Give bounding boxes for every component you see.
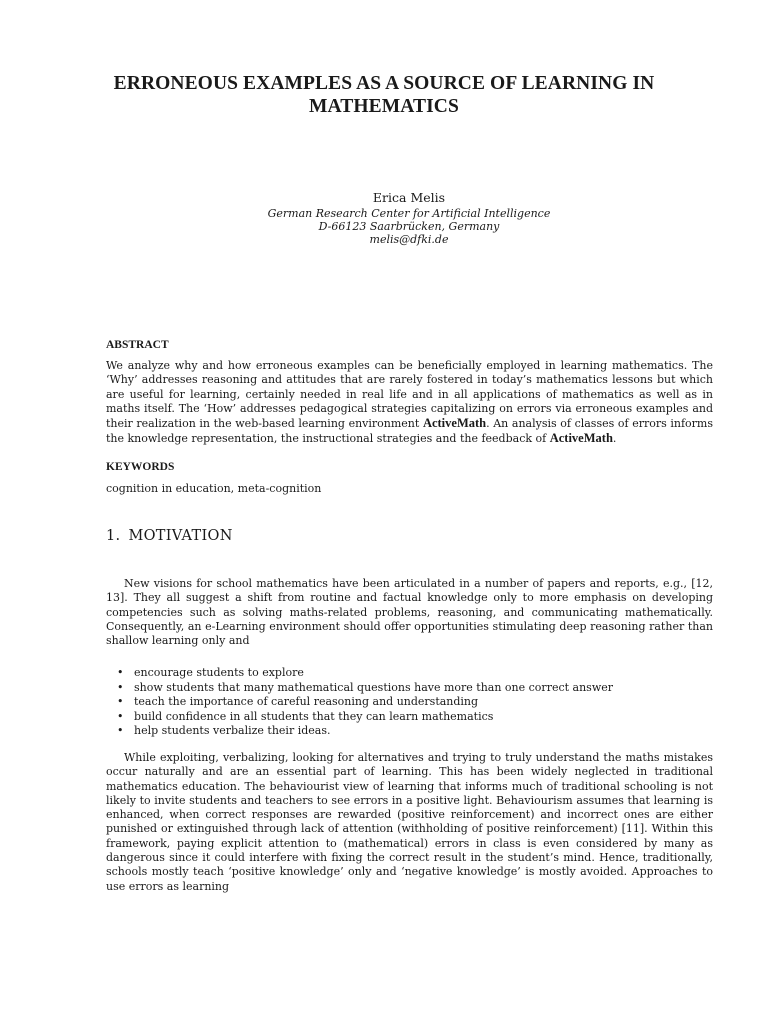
list-item: • build confidence in all students that they can learn mathematics: [117, 709, 494, 723]
author-email: melis@dfki.de: [369, 233, 449, 246]
author-affiliation: German Research Center for Artificial Intelligence: [267, 207, 551, 220]
abstract-text: [106, 359, 713, 447]
abstract-text-part-1: We analyze why and how erroneous examples can be beneficially employed in learning mathematics. The ‘Why’ addresses reasoning and attitudes that are rarely fostered in today’s mathematics lessons but which are useful for learning, certainly needed in real life and in all applications of mathematics as well as in maths itself. The ‘How’ addresses pedagogical strategies capitalizing on errors via erroneous examples and their realization in the web-based learning environment: [106, 359, 713, 431]
motivation-paragraph-1: New visions for school mathematics have been articulated in a number of papers and reports, e.g., [12, 13]. They all suggest a shift from routine and factual knowledge only to more emphasis on developing competencies such as solving maths-related problems, reasoning, and communicating mathematically. Consequently, an e-Learning environment should offer opportunities stimulating deep reasoning rather than shallow learning only and: [106, 577, 713, 648]
bullet-icon: •: [117, 695, 124, 709]
abstract-label: ABSTRACT: [106, 339, 169, 351]
keywords-label: KEYWORDS: [106, 461, 175, 473]
list-item: • show students that many mathematical questions have more than one correct answer: [117, 680, 614, 694]
author-block: [0, 190, 768, 246]
bullet-icon: •: [117, 724, 124, 738]
bullet-icon: •: [117, 680, 124, 694]
bullet-icon: •: [117, 709, 124, 723]
section-number: 1.: [106, 528, 121, 544]
bullet-icon: •: [117, 666, 124, 679]
activemath-name: ActiveMath: [422, 416, 487, 431]
author-name: Erica Melis: [372, 190, 446, 205]
list-item: • help students verbalize their ideas.: [117, 724, 331, 738]
keywords-text: cognition in education, meta-cognition: [106, 482, 322, 495]
paper-title: ERRONEOUS EXAMPLES AS A SOURCE OF LEARNING IN MATHEMATICS: [113, 73, 655, 117]
goals-list: [117, 666, 613, 739]
author-address: D-66123 Saarbrücken, Germany: [318, 220, 500, 233]
section-heading: [106, 527, 233, 545]
list-item: • encourage students to explore: [117, 666, 304, 679]
abstract-text-part-3: .: [612, 432, 617, 446]
activemath-name: ActiveMath: [549, 431, 613, 446]
section-title: MOTIVATION: [128, 528, 233, 544]
list-item: • teach the importance of careful reasoning and understanding: [117, 695, 479, 709]
motivation-paragraph-2: While exploiting, verbalizing, looking for alternatives and trying to truly understand the maths mistakes occur naturally and are an essential part of learning. This has been widely neglected in traditional mathematics education. The behaviourist view of learning that informs much of traditional schooling is not likely to invite students and teachers to see errors in a positive light. Behaviourism assumes that learning is enhanced, when correct responses are rewarded (positive reinforcement) and incorrect ones are either punished or extinguished through lack of attention (withholding of positive reinforcement) [11]. Within this framework, paying explicit attention to (mathematical) errors in class is even considered by many as dangerous since it could interfere with fixing the correct result in the student’s mind. Hence, traditionally, schools mostly teach ‘positive knowledge’ only and ‘negative knowledge’ is mostly avoided. Approaches to use errors as learning: [106, 751, 713, 893]
abstract-text-part-2: . An analysis of classes of errors informs the knowledge representation, the instructional strategies and the feedback of: [106, 417, 713, 446]
